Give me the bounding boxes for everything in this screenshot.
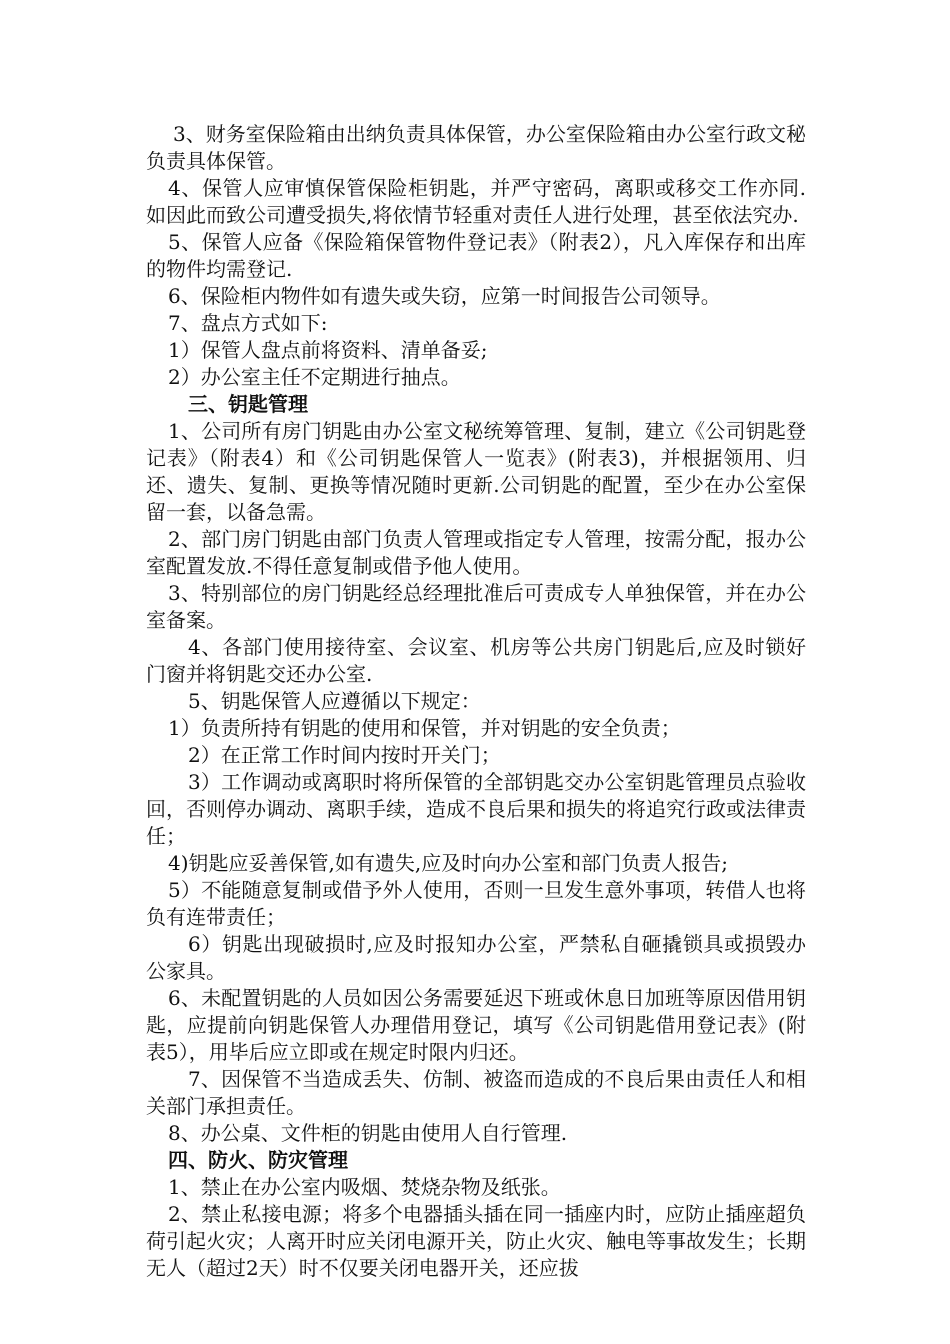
paragraph-key-rule-5-item-3: 3）工作调动或离职时将所保管的全部钥匙交办公室钥匙管理员点验收回，否则停办调动、离职手续，造成不良后果和损失的将追究行政或法律责任；	[146, 770, 806, 848]
paragraph-safe-custody: 3、财务室保险箱由出纳负责具体保管，办公室保险箱由办公室行政文秘负责具体保管。	[146, 122, 806, 173]
paragraph-key-rule-2: 2、部门房门钥匙由部门负责人管理或指定专人管理，按需分配，报办公室配置发放.不得任意复制或借予他人使用。	[146, 527, 806, 578]
paragraph-key-custody: 4、保管人应审慎保管保险柜钥匙，并严守密码，离职或移交工作亦同.如因此而致公司遭受损失,将依情节轻重对责任人进行处理，甚至依法究办.	[146, 176, 806, 227]
paragraph-key-rule-7: 7、因保管不当造成丢失、仿制、被盗而造成的不良后果由责任人和相关部门承担责任。	[146, 1067, 806, 1118]
paragraph-key-rule-1: 1、公司所有房门钥匙由办公室文秘统筹管理、复制，建立《公司钥匙登记表》（附表4）和《公司钥匙保管人一览表》(附表3)，并根据领用、归还、遗失、复制、更换等情况随时更新.公司钥匙的配置，至少在办公室保留一套，以备急需。	[146, 419, 806, 524]
paragraph-inventory-method: 7、盘点方式如下:	[168, 311, 328, 335]
paragraph-fire-rule-2: 2、禁止私接电源；将多个电器插头插在同一插座内时，应防止插座超负荷引起火灾；人离开时应关闭电源开关，防止火灾、触电等事故发生；长期无人（超过2天）时不仅要关闭电器开关，还应拔	[146, 1202, 806, 1280]
paragraph-key-rule-5-item-6: 6）钥匙出现破损时,应及时报知办公室，严禁私自砸撬锁具或损毁办公家具。	[146, 932, 806, 983]
section-heading-fire-prevention: 四、防火、防灾管理	[168, 1148, 348, 1172]
paragraph-key-rule-5-item-5: 5）不能随意复制或借予外人使用，否则一旦发生意外事项，转借人也将负有连带责任；	[146, 878, 806, 929]
paragraph-fire-rule-1: 1、禁止在办公室内吸烟、焚烧杂物及纸张。	[168, 1175, 561, 1199]
paragraph-loss-report: 6、保险柜内物件如有遗失或失窃，应第一时间报告公司领导。	[168, 284, 721, 308]
paragraph-register-form: 5、保管人应备《保险箱保管物件登记表》（附表2），凡入库保存和出库的物件均需登记.	[146, 230, 806, 281]
paragraph-key-rule-6: 6、未配置钥匙的人员如因公务需要延迟下班或休息日加班等原因借用钥匙，应提前向钥匙保管人办理借用登记，填写《公司钥匙借用登记表》(附表5），用毕后应立即或在规定时限内归还。	[146, 986, 806, 1064]
paragraph-key-rule-5-item-4: 4)钥匙应妥善保管,如有遗失,应及时向办公室和部门负责人报告;	[168, 851, 728, 875]
section-heading-key-management: 三、钥匙管理	[188, 392, 308, 416]
paragraph-key-rule-4: 4、各部门使用接待室、会议室、机房等公共房门钥匙后,应及时锁好门窗并将钥匙交还办公室.	[146, 635, 806, 686]
paragraph-key-rule-5-item-2: 2）在正常工作时间内按时开关门；	[188, 743, 501, 767]
paragraph-key-rule-3: 3、特别部位的房门钥匙经总经理批准后可责成专人单独保管，并在办公室备案。	[146, 581, 806, 632]
paragraph-key-rule-5: 5、钥匙保管人应遵循以下规定：	[188, 689, 481, 713]
paragraph-inventory-step-2: 2）办公室主任不定期进行抽点。	[168, 365, 461, 389]
paragraph-key-rule-8: 8、办公桌、文件柜的钥匙由使用人自行管理.	[168, 1121, 568, 1145]
document-page	[146, 121, 806, 1282]
paragraph-inventory-step-1: 1）保管人盘点前将资料、清单备妥;	[168, 338, 488, 362]
paragraph-key-rule-5-item-1: 1）负责所持有钥匙的使用和保管，并对钥匙的安全负责；	[168, 716, 681, 740]
